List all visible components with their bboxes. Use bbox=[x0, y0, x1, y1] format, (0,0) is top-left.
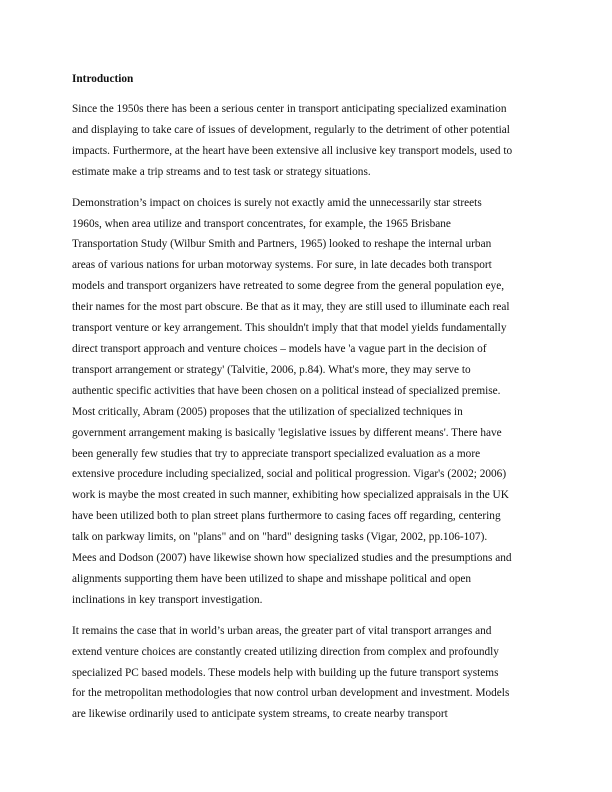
paragraph-line: transport arrangement or strategy' (Talvitie, 2006, p.84). What's more, they may serve to bbox=[72, 363, 471, 376]
paragraph-line: specialized PC based models. These models help with building up the future transport systems bbox=[72, 666, 499, 679]
paragraph-line: direct transport approach and venture choices – models have 'a vague part in the decision of bbox=[72, 342, 487, 355]
paragraph-line: been generally few studies that try to appreciate transport specialized evaluation as a more bbox=[72, 447, 481, 460]
paragraph-line: Mees and Dodson (2007) have likewise shown how specialized studies and the presumptions and bbox=[72, 552, 512, 565]
paragraph-line: Most critically, Abram (2005) proposes that the utilization of specialized techniques in bbox=[72, 405, 463, 418]
paragraph-line: for the metropolitan methodologies that now control urban development and investment. Models bbox=[72, 687, 510, 700]
document-body bbox=[72, 70, 542, 735]
paragraph-line: government arrangement making is basically 'legislative issues by different means'. There have bbox=[72, 426, 502, 439]
paragraph-line: extend venture choices are constantly created utilizing direction from complex and profoundly bbox=[72, 645, 499, 658]
paragraph-line: authentic specific activities that have been chosen on a political instead of specialized premise. bbox=[72, 384, 501, 397]
paragraph-line: impacts. Furthermore, at the heart have been extensive all inclusive key transport models, used to bbox=[72, 144, 513, 157]
paragraph-3 bbox=[72, 621, 542, 726]
paragraph-line: their names for the most part obscure. Be that as it may, they are still used to illuminate each real bbox=[72, 301, 510, 314]
paragraph-line: work is maybe the most created in such manner, exhibiting how specialized appraisals in the UK bbox=[72, 489, 509, 502]
section-heading: Introduction bbox=[72, 73, 134, 85]
paragraph-2 bbox=[72, 193, 542, 611]
paragraph-line: 1960s, when area utilize and transport concentrates, for example, the 1965 Brisbane bbox=[72, 217, 451, 230]
paragraph-line: have been utilized both to plan street plans furthermore to casing faces off regarding, centering bbox=[72, 510, 501, 523]
paragraph-line: estimate make a trip streams and to test task or strategy situations. bbox=[72, 165, 371, 178]
paragraph-line: Demonstration’s impact on choices is surely not exactly amid the unnecessarily star streets bbox=[72, 196, 482, 209]
paragraph-1 bbox=[72, 99, 542, 183]
paragraph-line: talk on parkway limits, on "plans" and on "hard" designing tasks (Vigar, 2002, pp.106-107). bbox=[72, 531, 488, 544]
paragraph-line: models and transport organizers have retreated to some degree from the general population eye, bbox=[72, 280, 505, 293]
paragraph-line: Transportation Study (Wilbur Smith and Partners, 1965) looked to reshape the internal urban bbox=[72, 238, 492, 251]
paragraph-line: alignments supporting them have been utilized to shape and misshape political and open bbox=[72, 572, 472, 585]
paragraph-line: and displaying to take care of issues of development, regularly to the detriment of other potential bbox=[72, 123, 510, 136]
paragraph-line: are likewise ordinarily used to anticipate system streams, to create nearby transport bbox=[72, 708, 448, 721]
paragraph-line: areas of various nations for urban motorway systems. For sure, in late decades both transport bbox=[72, 259, 492, 272]
paragraph-line: transport venture or key arrangement. This shouldn't imply that that model yields fundamentally bbox=[72, 322, 507, 335]
paragraph-line: inclinations in key transport investigation. bbox=[72, 593, 263, 606]
paragraph-line: Since the 1950s there has been a serious center in transport anticipating specialized examination bbox=[72, 103, 507, 115]
paragraph-line: extensive procedure including specialized, social and political progression. Vigar's (2002; 2006) bbox=[72, 468, 507, 481]
paragraph-line: It remains the case that in world’s urban areas, the greater part of vital transport arranges and bbox=[72, 624, 492, 637]
